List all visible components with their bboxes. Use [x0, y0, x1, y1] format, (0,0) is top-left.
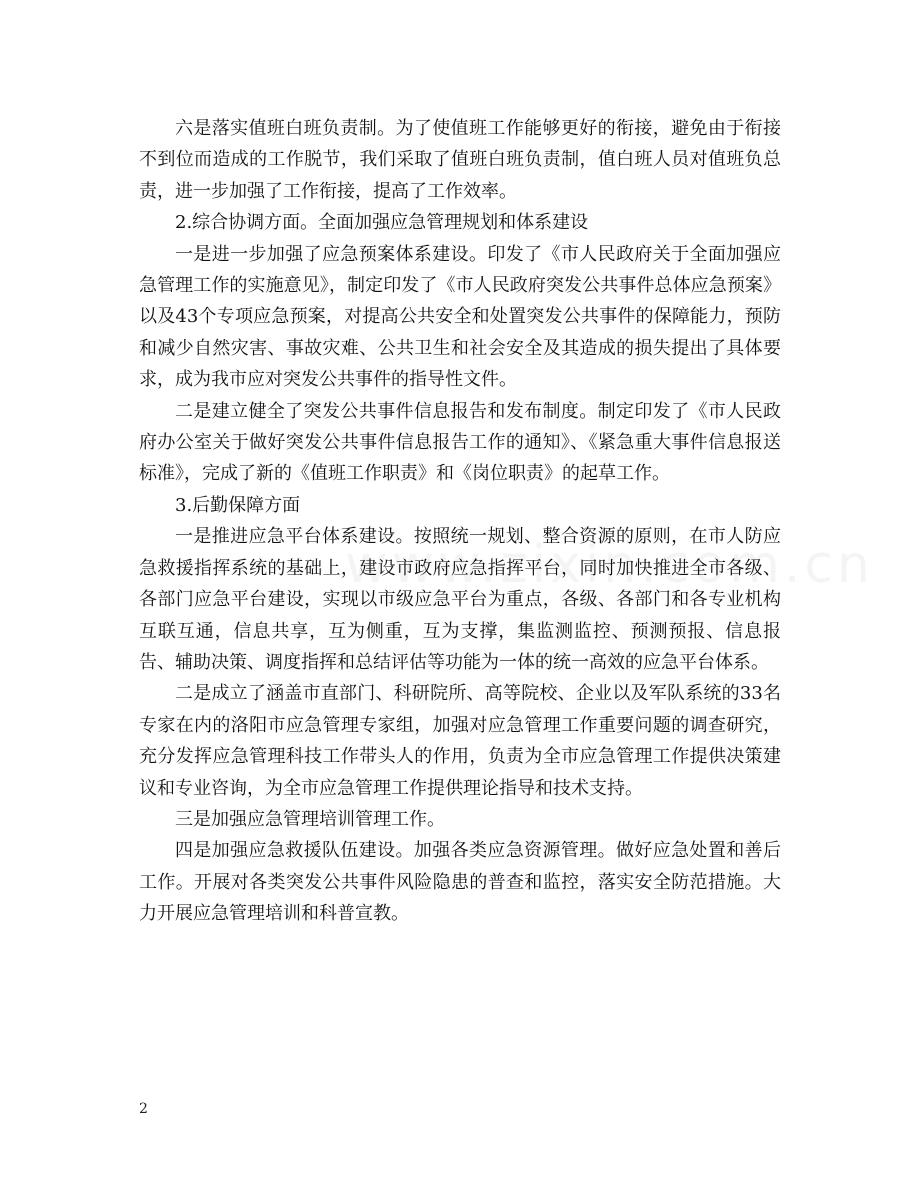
paragraph-training: 三是加强应急管理培训管理工作。 [175, 808, 445, 830]
document-body [139, 113, 781, 930]
paragraph-platform-building: 一是推进应急平台体系建设。按照统一规划、整合资源的原则，在市人防应急救援指挥系统的基础上，建设市政府应急指挥平台，同时加快推进全市各级、各部门应急平台建设，实现以市级应急平台为重点，各级、各部门和各专业机构互联互通，信息共享，互为侧重，互为支撑，集监测监控、预测预报、信息报告、辅助决策、调度指挥和总结评估等功能为一体的统一高效的应急平台体系。 [139, 526, 781, 673]
paragraph-expert-group: 二是成立了涵盖市直部门、科研院所、高等院校、企业以及军队系统的33名专家在内的洛阳市应急管理专家组，加强对应急管理工作重要问题的调查研究，充分发挥应急管理科技工作带头人的作用，负责为全市应急管理工作提供决策建议和专业咨询，为全市应急管理工作提供理论指导和技术支持。 [139, 683, 781, 799]
section-heading-logistics: 3.后勤保障方面 [175, 494, 301, 516]
section-heading-coordination: 2.综合协调方面。全面加强应急管理规划和体系建设 [175, 212, 589, 234]
page-number: 2 [139, 1101, 148, 1117]
paragraph-info-reporting: 二是建立健全了突发公共事件信息报告和发布制度。制定印发了《市人民政府办公室关于做好突发公共事件信息报告工作的通知》、《紧急重大事件信息报送标准》，完成了新的《值班工作职责》和《岗位职责》的起草工作。 [139, 400, 781, 485]
paragraph-duty-system: 六是落实值班白班负责制。为了使值班工作能够更好的衔接，避免由于衔接不到位而造成的工作脱节，我们采取了值班白班负责制，值白班人员对值班负总责，进一步加强了工作衔接，提高了工作效率。 [139, 118, 781, 202]
paragraph-emergency-plans: 一是进一步加强了应急预案体系建设。印发了《市人民政府关于全面加强应急管理工作的实施意见》，制定印发了《市人民政府突发公共事件总体应急预案》以及43个专项应急预案，对提高公共安全和处置突发公共事件的保障能力，预防和减少自然灾害、事故灾难、公共卫生和社会安全及其造成的损失提出了具体要求，成为我市应对突发公共事件的指导性文件。 [139, 243, 781, 391]
paragraph-rescue-teams: 四是加强应急救援队伍建设。加强各类应急资源管理。做好应急处置和善后工作。开展对各类突发公共事件风险隐患的普查和监控，落实安全防范措施。大力开展应急管理培训和科普宣教。 [139, 840, 781, 925]
